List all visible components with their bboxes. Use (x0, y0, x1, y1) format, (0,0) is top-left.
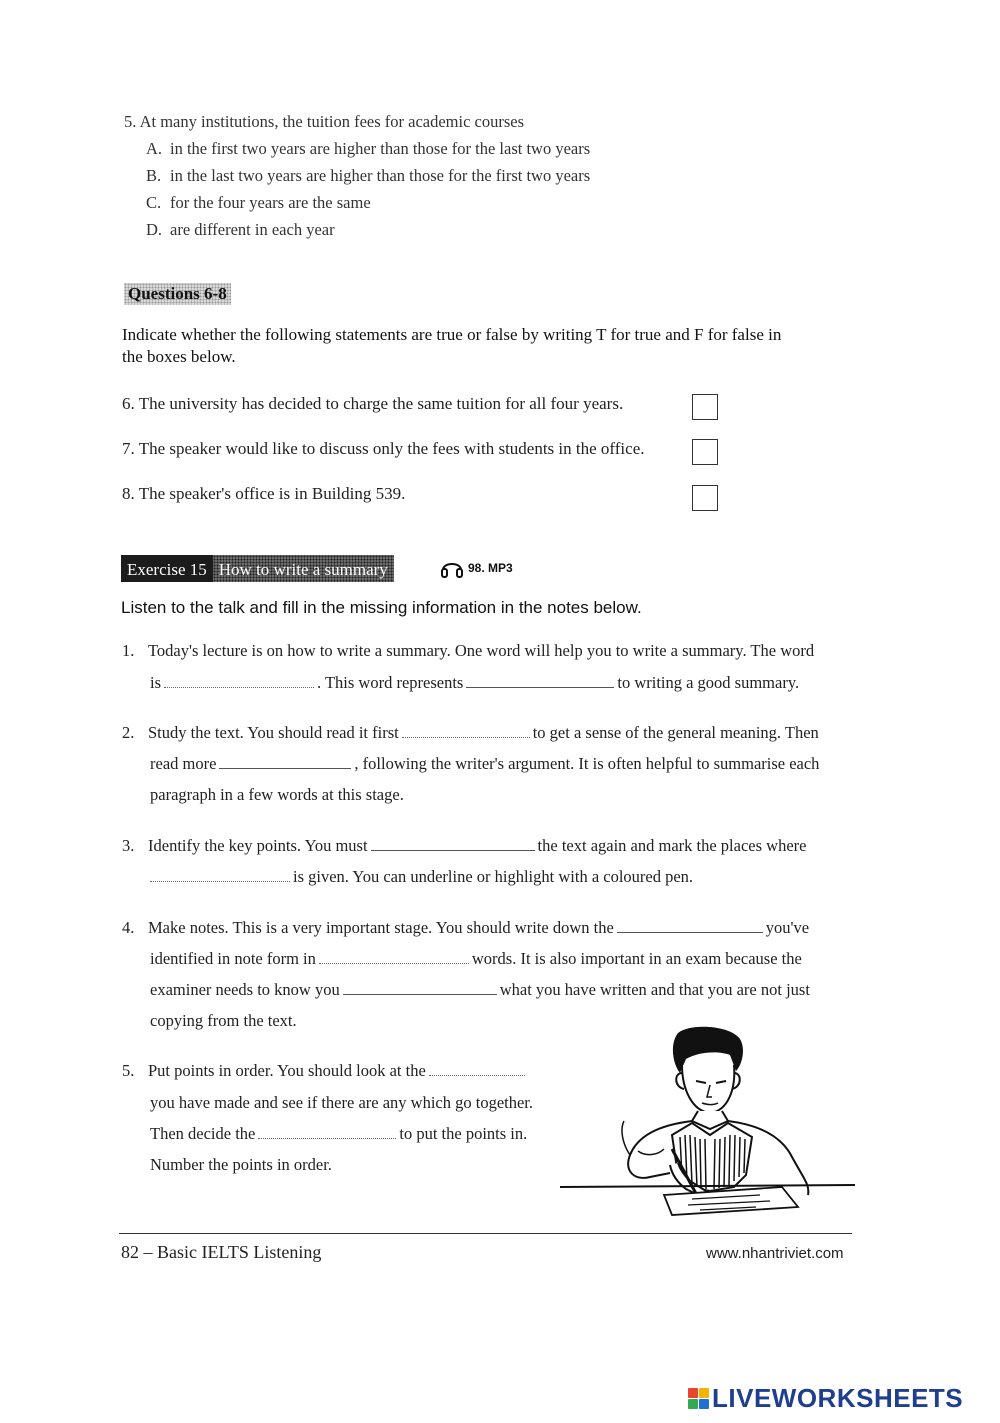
note-number: 1. (122, 641, 135, 660)
option-text: are different in each year (170, 220, 335, 239)
blank-3a[interactable] (371, 849, 535, 851)
note-1-line-1 (148, 641, 814, 661)
option-letter: B. (146, 166, 162, 185)
grid-cell (688, 1388, 698, 1398)
note-5-line-4: Number the points in order. (150, 1155, 332, 1174)
page-number-title: 82 – Basic IELTS Listening (121, 1242, 322, 1262)
note-text: , following the writer's argument. It is often helpful to summarise each (354, 754, 820, 773)
exercise-title: How to write a summary (213, 555, 394, 582)
note-text: is (150, 673, 162, 692)
note-text: to put the points in. (399, 1124, 528, 1143)
option-letter: D. (146, 220, 163, 239)
note-3-line-2 (150, 867, 693, 887)
option-a[interactable] (146, 139, 590, 159)
note-2-line-3: paragraph in a few words at this stage. (150, 785, 404, 804)
note-text: Study the text. You should read it first (148, 723, 399, 742)
note-5-line-2: you have made and see if there are any which go together. (150, 1093, 534, 1112)
tf-statement-6: 6. The university has decided to charge the same tuition for all four years. (122, 394, 624, 413)
note-4-line-4: copying from the text. (150, 1011, 297, 1030)
note-number: 3. (122, 836, 135, 855)
note-text: Then decide the (150, 1124, 256, 1143)
blank-1b[interactable] (466, 686, 614, 688)
note-4-line-3 (150, 980, 810, 1000)
note-2-line-1 (148, 723, 819, 743)
note-5-line-1 (148, 1061, 528, 1081)
option-c[interactable] (146, 193, 371, 213)
note-text: Make notes. This is a very important stage. You should write down the (148, 918, 614, 937)
blank-4a[interactable] (617, 931, 763, 933)
blank-1a[interactable] (164, 686, 314, 688)
note-text: the text again and mark the places where (537, 836, 807, 855)
question-5-stem: 5. At many institutions, the tuition fees for academic courses (124, 112, 525, 131)
blank-2a[interactable] (402, 736, 530, 738)
option-text: in the last two years are higher than those for the first two years (170, 166, 591, 185)
option-text: for the four years are the same (170, 193, 371, 212)
exercise-label: Exercise 15 (121, 555, 213, 582)
note-5-line-3 (150, 1124, 527, 1144)
tf-instruction-line-1: Indicate whether the following statements are true or false by writing T for true and F for false in (122, 325, 782, 344)
grid-cell (688, 1399, 698, 1409)
liveworksheets-logo[interactable] (688, 1383, 963, 1414)
grid-cell (699, 1388, 709, 1398)
note-text: to get a sense of the general meaning. Then (532, 723, 819, 742)
note-text: identified in note form in (150, 949, 316, 968)
note-text: . This word represents (317, 673, 464, 692)
headphones-icon (440, 557, 464, 579)
publisher-url[interactable]: www.nhantriviet.com (706, 1245, 844, 1262)
blank-5a[interactable] (429, 1074, 525, 1076)
note-3-line-1 (148, 836, 806, 856)
note-text: examiner needs to know you (150, 980, 340, 999)
blank-3b[interactable] (150, 880, 290, 882)
blank-2b[interactable] (219, 767, 351, 769)
liveworksheets-grid-icon (688, 1388, 709, 1409)
tf-answer-box-8[interactable] (692, 485, 718, 511)
option-b[interactable] (146, 166, 590, 186)
option-letter: A. (146, 139, 163, 158)
audio-track[interactable] (440, 557, 513, 579)
tf-instruction-line-2: the boxes below. (122, 347, 236, 366)
tf-answer-box-6[interactable] (692, 394, 718, 420)
note-text: to writing a good summary. (617, 673, 800, 692)
note-number: 5. (122, 1061, 135, 1080)
exercise-instruction: Listen to the talk and fill in the missing information in the notes below. (121, 598, 642, 617)
note-1-line-2 (150, 673, 799, 693)
tf-answer-box-7[interactable] (692, 439, 718, 465)
note-text: Identify the key points. You must (148, 836, 368, 855)
blank-5b[interactable] (258, 1137, 396, 1139)
blank-4b[interactable] (319, 962, 469, 964)
note-text: Today's lecture is on how to write a summary. One word will help you to write a summary. The word (148, 641, 815, 660)
man-writing-illustration (560, 1025, 855, 1220)
note-4-line-2 (150, 949, 802, 969)
tf-statement-7: 7. The speaker would like to discuss only the fees with students in the office. (122, 439, 645, 458)
note-text: is given. You can underline or highlight with a coloured pen. (293, 867, 694, 886)
note-text: words. It is also important in an exam because the (471, 949, 802, 968)
audio-filename: 98. MP3 (468, 561, 513, 575)
note-text: you've (765, 918, 810, 937)
note-text: what you have written and that you are not just (499, 980, 810, 999)
note-2-line-2 (150, 754, 819, 774)
exercise-header (121, 555, 394, 582)
questions-6-8-heading: Questions 6-8 (124, 283, 231, 305)
note-4-line-1 (148, 918, 809, 938)
note-text: Put points in order. You should look at the (148, 1061, 426, 1080)
blank-4c[interactable] (343, 993, 497, 995)
tf-statement-8: 8. The speaker's office is in Building 539. (122, 484, 406, 503)
footer-divider (119, 1233, 852, 1234)
option-text: in the first two years are higher than those for the last two years (170, 139, 591, 158)
option-d[interactable] (146, 220, 335, 240)
option-letter: C. (146, 193, 162, 212)
note-number: 2. (122, 723, 135, 742)
note-text: read more (150, 754, 217, 773)
note-number: 4. (122, 918, 135, 937)
grid-cell (699, 1399, 709, 1409)
liveworksheets-wordmark: LIVEWORKSHEETS (712, 1383, 964, 1413)
